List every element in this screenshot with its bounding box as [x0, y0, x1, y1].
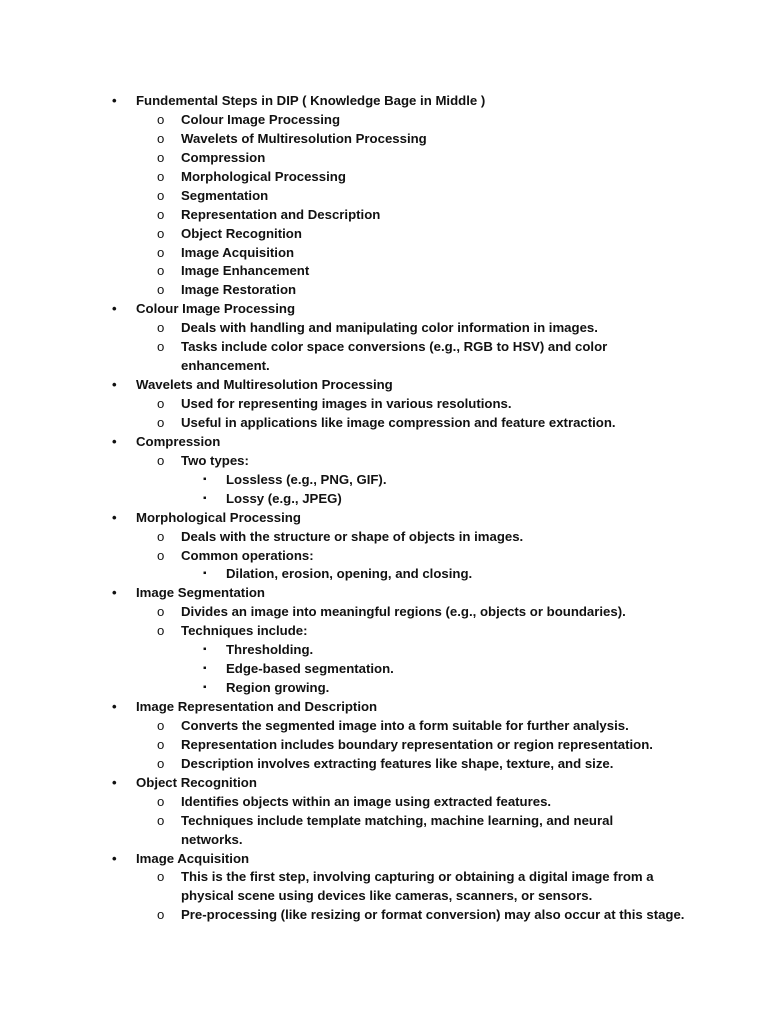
list-item-level-2 [0, 603, 768, 622]
list-item-text: Used for representing images in various resolutions. [181, 396, 512, 412]
bullet-marker: ▪ [203, 473, 207, 485]
bullet-marker: o [157, 623, 165, 639]
list-item-text: Compression [181, 149, 266, 165]
bullet-marker: ▪ [203, 492, 207, 504]
list-item-text: Common operations: [181, 547, 314, 563]
bullet-marker: o [157, 263, 165, 279]
list-item-level-3 [0, 679, 768, 698]
list-item-text: Lossless (e.g., PNG, GIF). [226, 471, 387, 487]
bullet-marker: o [157, 187, 165, 203]
list-item-text: Colour Image Processing [136, 301, 296, 317]
list-item-level-2 [0, 868, 768, 906]
list-item-level-3 [0, 660, 768, 679]
bullet-marker: • [112, 433, 117, 449]
list-item-level-2 [0, 755, 768, 774]
list-item-text: Object Recognition [136, 774, 257, 790]
bullet-marker: o [157, 907, 165, 923]
list-item-level-1 [0, 433, 768, 452]
list-item-level-2 [0, 395, 768, 414]
bullet-marker: • [112, 699, 117, 715]
bullet-marker: o [157, 206, 165, 222]
list-item-text: Image Enhancement [181, 263, 310, 279]
list-item-level-2 [0, 187, 768, 206]
list-item-level-3 [0, 565, 768, 584]
list-item-level-2 [0, 168, 768, 187]
bullet-marker: • [112, 774, 117, 790]
list-item-level-2 [0, 414, 768, 433]
list-item-text: Tasks include color space conversions (e.g., RGB to HSV) and color [181, 339, 608, 355]
list-item-text: Pre-processing (like resizing or format conversion) may also occur at this stage. [181, 907, 685, 923]
list-item-text: Lossy (e.g., JPEG) [226, 490, 342, 506]
list-item-text: Thresholding. [226, 642, 314, 658]
bullet-marker: o [157, 812, 165, 828]
bullet-marker: • [112, 850, 117, 866]
list-item-level-3 [0, 471, 768, 490]
list-item-level-1 [0, 300, 768, 319]
list-item-text: Edge-based segmentation. [226, 661, 394, 677]
list-item-level-2 [0, 717, 768, 736]
list-item-level-3 [0, 641, 768, 660]
list-item-text: Morphological Processing [136, 509, 301, 525]
list-item-text: Techniques include: [181, 623, 308, 639]
list-item-text: Segmentation [181, 187, 269, 203]
list-item-text: Representation and Description [181, 206, 381, 222]
list-item-level-2 [0, 812, 768, 850]
list-item-text: Image Segmentation [136, 585, 265, 601]
list-item-text: Useful in applications like image compression and feature extraction. [181, 414, 616, 430]
list-item-level-2 [0, 206, 768, 225]
bullet-marker: o [157, 869, 165, 885]
list-item-level-1 [0, 92, 768, 111]
list-item-level-2 [0, 528, 768, 547]
bullet-marker: o [157, 604, 165, 620]
bullet-marker: o [157, 225, 165, 241]
list-item-text: Image Acquisition [181, 244, 295, 260]
bullet-marker: • [112, 377, 117, 393]
list-item-text: Wavelets of Multiresolution Processing [181, 130, 427, 146]
list-item-level-1 [0, 850, 768, 869]
list-item-level-1 [0, 774, 768, 793]
bullet-marker: ▪ [203, 644, 207, 656]
bullet-marker: o [157, 736, 165, 752]
list-item-level-2 [0, 736, 768, 755]
list-item-text: Fundemental Steps in DIP ( Knowledge Bage in Middle ) [136, 93, 486, 108]
bullet-marker: o [157, 168, 165, 184]
bullet-marker: ▪ [203, 682, 207, 694]
bullet-list [0, 92, 768, 925]
list-item-text: Image Acquisition [136, 850, 250, 866]
bullet-marker: o [157, 149, 165, 165]
list-item-text: Colour Image Processing [181, 111, 341, 127]
list-item-text: Techniques include template matching, machine learning, and neural [181, 812, 614, 828]
bullet-marker: o [157, 528, 165, 544]
list-item-level-2 [0, 262, 768, 281]
list-item-text: Converts the segmented image into a form suitable for further analysis. [181, 717, 629, 733]
list-item-level-2 [0, 244, 768, 263]
list-item-text: Description involves extracting features like shape, texture, and size. [181, 755, 614, 771]
list-item-level-1 [0, 509, 768, 528]
list-item-level-2 [0, 281, 768, 300]
bullet-marker: o [157, 452, 165, 468]
bullet-marker: ▪ [203, 568, 207, 580]
list-item-text: Wavelets and Multiresolution Processing [136, 377, 393, 393]
list-item-text: Image Representation and Description [136, 699, 378, 715]
list-item-continuation: networks. [181, 831, 243, 847]
list-item-level-2 [0, 338, 768, 376]
list-item-level-1 [0, 376, 768, 395]
list-item-level-2 [0, 111, 768, 130]
list-item-level-3 [0, 490, 768, 509]
bullet-marker: o [157, 320, 165, 336]
list-item-level-2 [0, 130, 768, 149]
list-item-level-2 [0, 319, 768, 338]
bullet-marker: o [157, 339, 165, 355]
list-item-text: Object Recognition [181, 225, 302, 241]
bullet-marker: o [157, 244, 165, 260]
bullet-marker: • [112, 585, 117, 601]
list-item-level-2 [0, 547, 768, 566]
list-item-text: Divides an image into meaningful regions (e.g., objects or boundaries). [181, 604, 626, 620]
list-item-text: Deals with handling and manipulating color information in images. [181, 320, 598, 336]
list-item-text: Deals with the structure or shape of objects in images. [181, 528, 524, 544]
bullet-marker: o [157, 717, 165, 733]
bullet-marker: • [112, 301, 117, 317]
list-item-text: Image Restoration [181, 282, 297, 298]
bullet-marker: o [157, 282, 165, 298]
list-item-level-2 [0, 793, 768, 812]
list-item-text: Region growing. [226, 680, 330, 696]
list-item-continuation: physical scene using devices like cameras, scanners, or sensors. [181, 888, 593, 904]
bullet-marker: o [157, 111, 165, 127]
list-item-level-2 [0, 906, 768, 925]
bullet-marker: o [157, 130, 165, 146]
bullet-marker: • [112, 93, 117, 108]
list-item-continuation: enhancement. [181, 358, 270, 374]
list-item-text: Dilation, erosion, opening, and closing. [226, 566, 473, 582]
list-item-level-2 [0, 149, 768, 168]
bullet-marker: o [157, 396, 165, 412]
bullet-marker: • [112, 509, 117, 525]
list-item-level-1 [0, 698, 768, 717]
list-item-level-2 [0, 452, 768, 471]
bullet-marker: o [157, 755, 165, 771]
list-item-text: Identifies objects within an image using extracted features. [181, 793, 552, 809]
bullet-marker: ▪ [203, 663, 207, 675]
list-item-level-2 [0, 225, 768, 244]
list-item-text: Two types: [181, 452, 249, 468]
list-item-text: This is the first step, involving capturing or obtaining a digital image from a [181, 869, 654, 885]
list-item-level-1 [0, 584, 768, 603]
list-item-level-2 [0, 622, 768, 641]
list-item-text: Morphological Processing [181, 168, 346, 184]
bullet-marker: o [157, 414, 165, 430]
list-item-text: Representation includes boundary representation or region representation. [181, 736, 653, 752]
list-item-text: Compression [136, 433, 221, 449]
bullet-marker: o [157, 793, 165, 809]
bullet-marker: o [157, 547, 165, 563]
